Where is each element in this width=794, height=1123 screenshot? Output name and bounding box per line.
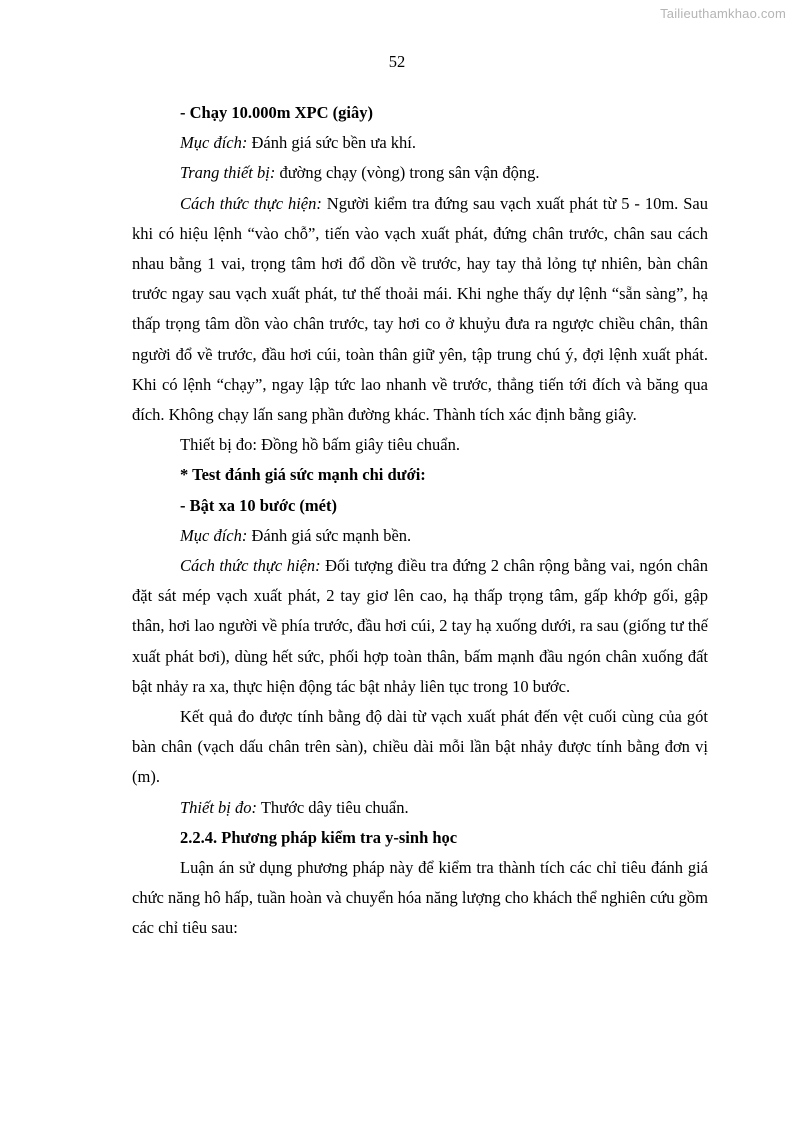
heading-run-test: - Chạy 10.000m XPC (giây) — [180, 103, 373, 122]
run-equipment-label: Trang thiết bị: — [180, 163, 276, 183]
jump-result-paragraph: Kết quả đo được tính bằng độ dài từ vạch xuất phát đến vệt cuối cùng của gót bàn chân (vạch dấu chân trên sàn), chiều dài mỗi lần bật nhảy được tính bằng đơn vị (m). — [132, 707, 708, 787]
heading-section-2-2-4: 2.2.4. Phương pháp kiểm tra y-sinh học — [180, 827, 458, 847]
run-method-text: Người kiểm tra đứng sau vạch xuất phát từ 5 - 10m. Sau khi có hiệu lệnh “vào chỗ”, tiến vào vạch xuất phát, đứng chân trước, chân sau cách nhau bằng 1 vai, trọng tâm hơi đổ dồn về trước, hay tay thả lỏng tự nhiên, bàn chân trước ngay sau vạch xuất phát, tư thế thoải mái. Khi nghe thấy dự lệnh “sẵn sàng”, hạ thấp trọng tâm dồn vào chân trước, tay hơi co ở khuỷu đưa ra ngược chiều chân, thân người đổ về trước, đầu hơi cúi, toàn thân giữ yên, tập trung chú ý, đợi lệnh xuất phát. Khi có lệnh “chạy”, ngay lập tức lao nhanh về trước, thẳng tiến tới đích và băng qua đích. Không chạy lấn sang phần đường khác. Thành tích xác định bằng giây. — [132, 193, 708, 425]
jump-device-label: Thiết bị đo: — [180, 797, 257, 817]
run-equipment-text: đường chạy (vòng) trong sân vận động. — [275, 163, 540, 183]
run-purpose-label: Mục đích: — [180, 133, 248, 153]
jump-purpose-text: Đánh giá sức mạnh bền. — [247, 525, 412, 545]
jump-purpose-label: Mục đích: — [180, 525, 248, 545]
heading-leg-strength-test: * Test đánh giá sức mạnh chi dưới: — [180, 465, 426, 485]
jump-device-text: Thước dây tiêu chuẩn. — [257, 797, 409, 817]
run-method-label: Cách thức thực hiện: — [180, 193, 322, 213]
run-purpose-text: Đánh giá sức bền ưa khí. — [247, 133, 416, 153]
jump-method-label: Cách thức thực hiện: — [180, 556, 321, 576]
watermark-text: Tailieuthamkhao.com — [660, 6, 786, 21]
run-device-paragraph: Thiết bị đo: Đồng hồ bấm giây tiêu chuẩn. — [180, 435, 460, 455]
run-purpose-paragraph — [132, 128, 708, 158]
run-equipment-paragraph — [132, 158, 708, 188]
jump-method-paragraph — [132, 551, 708, 702]
heading-jump-test: - Bật xa 10 bước (mét) — [180, 495, 337, 515]
jump-purpose-paragraph — [132, 521, 708, 551]
jump-device-paragraph — [132, 793, 708, 823]
document-body — [132, 98, 708, 944]
run-method-paragraph — [132, 189, 708, 431]
page-number: 52 — [388, 52, 406, 71]
section-intro-paragraph: Luận án sử dụng phương pháp này để kiểm tra thành tích các chỉ tiêu đánh giá chức năng hô hấp, tuần hoàn và chuyển hóa năng lượng cho khách thể nghiên cứu gồm các chỉ tiêu sau: — [132, 858, 708, 938]
jump-method-text: Đối tượng điều tra đứng 2 chân rộng bằng vai, ngón chân đặt sát mép vạch xuất phát, 2 tay giơ lên cao, hạ thấp trọng tâm, gấp khớp gối, gập thân, hơi lao người về phía trước, đầu hơi cúi, 2 tay hạ xuống dưới, ra sau (giống tư thế xuất phát bơi), dùng hết sức, phối hợp toàn thân, bấm mạnh đầu ngón chân xuống đất bật nhảy ra xa, thực hiện động tác bật nhảy liên tục trong 10 bước. — [132, 556, 708, 696]
